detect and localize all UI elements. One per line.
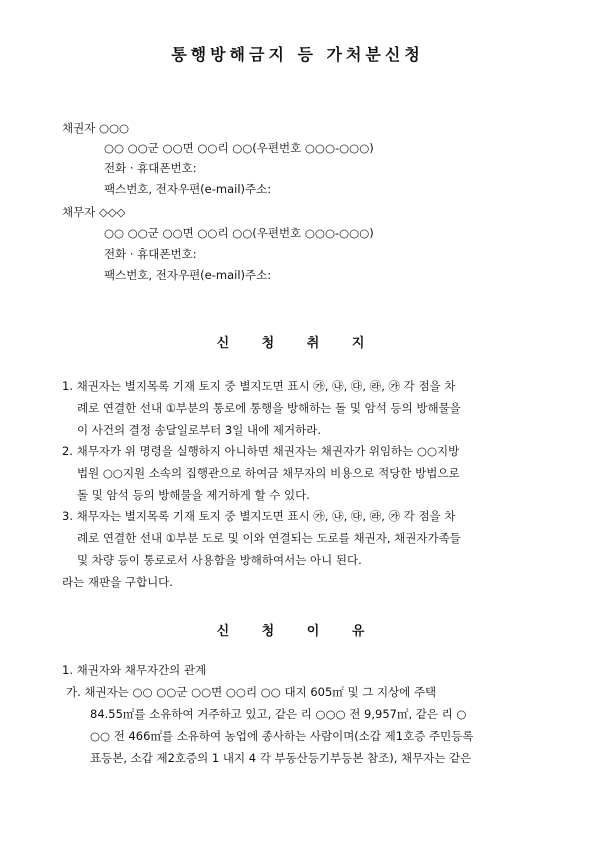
purpose-item-3-line-2: 례로 연결한 선내 ①부분 도로 및 이와 연결되는 도로를 채권자, 채권자가족들: [77, 531, 461, 545]
debtor-phone: 전화 · 휴대폰번호:: [104, 247, 197, 261]
purpose-heading: 신 청 취 지: [216, 336, 379, 351]
purpose-item-2-line-3: 돌 및 암석 등의 방해물을 제거하게 할 수 있다.: [77, 488, 310, 502]
reason-subheading-1: 1. 채권자와 채무자간의 관계: [62, 663, 207, 677]
debtor-address: ○○ ○○군 ○○면 ○○리 ○○(우편번호 ○○○-○○○): [104, 226, 374, 240]
creditor-label: 채권자 ○○○: [62, 121, 130, 135]
debtor-label: 채무자 ◇◇◇: [62, 205, 126, 219]
closing-text: 라는 재판을 구합니다.: [62, 575, 173, 589]
reason-a-line-1: 가. 채권자는 ○○ ○○군 ○○면 ○○리 ○○ 대지 605㎡ 및 그 지상에 주택: [66, 685, 437, 699]
debtor-fax-email: 팩스번호, 전자우편(e-mail)주소:: [104, 268, 272, 282]
reason-a-line-4: 표등본, 소갑 제2호증의 1 내지 4 각 부동산등기부등본 참조), 채무자는 같은: [90, 751, 472, 765]
reason-heading: 신 청 이 유: [216, 624, 379, 639]
creditor-fax-email: 팩스번호, 전자우편(e-mail)주소:: [104, 182, 272, 196]
purpose-item-2-line-1: 2. 채무자가 위 명령을 실행하지 아니하면 채권자는 채권자가 위임하는 ○○지방: [62, 444, 460, 458]
purpose-item-1-line-3: 이 사건의 결정 송달일로부터 3일 내에 제거하라.: [77, 423, 321, 437]
purpose-item-1-line-2: 례로 연결한 선내 ①부분의 통로에 통행을 방해하는 돌 및 암석 등의 방해물을: [77, 401, 461, 415]
purpose-item-2-line-2: 법원 ○○지원 소속의 집행관으로 하여금 채무자의 비용으로 적당한 방법으로: [77, 466, 460, 480]
page-title: 통행방해금지 등 가처분신청: [171, 45, 424, 64]
purpose-item-3-line-3: 및 차량 등이 통로로서 사용함을 방해하여서는 아니 된다.: [77, 553, 362, 567]
purpose-item-1-line-1: 1. 채권자는 별지목록 기재 토지 중 별지도면 표시 ㉮, ㉯, ㉰, ㉱, ㉮ 각 점을 차: [62, 379, 456, 393]
reason-a-line-2: 84.55㎡를 소유하여 거주하고 있고, 같은 리 ○○○ 전 9,957㎡, 같은 리 ○: [90, 707, 467, 721]
creditor-address: ○○ ○○군 ○○면 ○○리 ○○(우편번호 ○○○-○○○): [104, 141, 374, 155]
reason-a-line-3: ○○ 전 466㎡를 소유하여 농업에 종사하는 사람이며(소갑 제1호증 주민등록: [90, 729, 474, 743]
creditor-phone: 전화 · 휴대폰번호:: [104, 161, 197, 175]
purpose-item-3-line-1: 3. 채무자는 별지목록 기재 토지 중 별지도면 표시 ㉮, ㉯, ㉰, ㉱, ㉮ 각 점을 차: [62, 509, 456, 523]
